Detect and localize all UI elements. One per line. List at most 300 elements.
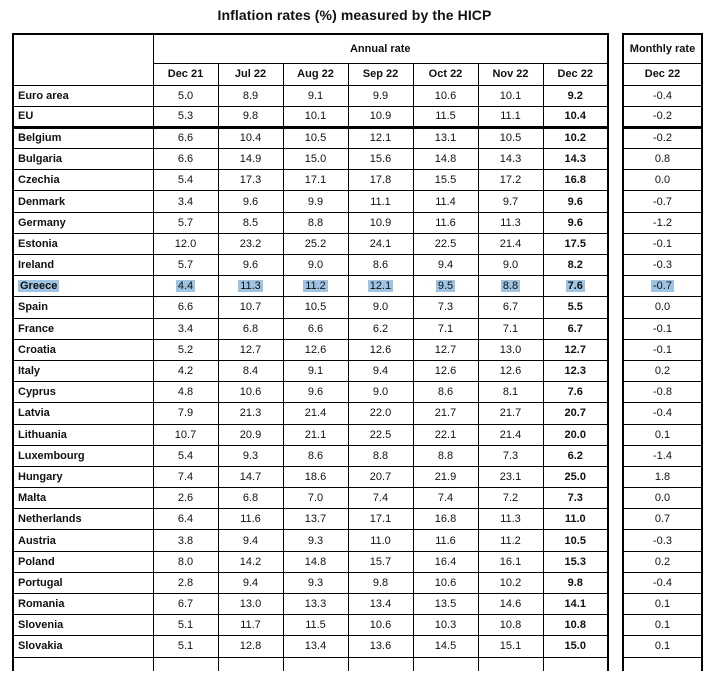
annual-value-cell xyxy=(543,530,608,551)
cell-text: 7.3 xyxy=(437,301,454,314)
cell-text: 8.1 xyxy=(502,386,519,399)
monthly-rate-header: Monthly rate xyxy=(623,34,702,63)
annual-value-cell xyxy=(543,106,608,127)
annual-value-cell xyxy=(153,85,218,106)
monthly-value-cell xyxy=(623,85,702,106)
row-label-text: Spain xyxy=(18,301,48,314)
cell-text: 10.9 xyxy=(369,110,392,123)
cell-text: 21.9 xyxy=(434,470,457,483)
cell-text: 6.6 xyxy=(307,322,324,335)
annual-rate-header: Annual rate xyxy=(153,34,608,63)
annual-value-cell xyxy=(153,551,218,572)
monthly-value-cell xyxy=(623,127,702,148)
cell-text: 9.6 xyxy=(242,195,259,208)
cell-text: 9.3 xyxy=(307,576,324,589)
cell-text: 21.3 xyxy=(239,407,262,420)
cell-text: 9.6 xyxy=(242,259,259,272)
table-row xyxy=(13,318,608,339)
annual-value-cell xyxy=(413,106,478,127)
annual-value-cell xyxy=(153,445,218,466)
cell-text: 14.1 xyxy=(564,598,586,611)
cell-text: 12.6 xyxy=(304,343,327,356)
annual-value-cell xyxy=(283,85,348,106)
cell-text: 9.3 xyxy=(307,534,324,547)
cell-text: 13.6 xyxy=(369,640,392,653)
row-label-text: Netherlands xyxy=(18,513,82,526)
annual-value-cell xyxy=(283,212,348,233)
table-row xyxy=(13,551,608,572)
cell-text: 8.6 xyxy=(372,259,389,272)
cell-text: 6.2 xyxy=(567,449,583,462)
annual-value-cell xyxy=(283,424,348,445)
table-row xyxy=(13,297,608,318)
cell-text: 9.0 xyxy=(502,259,519,272)
annual-value-cell xyxy=(218,276,283,297)
cell-text: 0.1 xyxy=(654,619,671,632)
cell-text: 7.3 xyxy=(502,449,519,462)
annual-value-cell xyxy=(218,530,283,551)
cell-text: 7.6 xyxy=(567,386,583,399)
annual-value-cell xyxy=(348,594,413,615)
row-label xyxy=(13,170,153,191)
monthly-table-row xyxy=(623,488,702,509)
cell-text: 9.6 xyxy=(567,195,583,208)
cell-text: 6.7 xyxy=(502,301,519,314)
cell-text: 14.2 xyxy=(239,555,262,568)
monthly-table-row xyxy=(623,509,702,530)
annual-value-cell xyxy=(478,127,543,148)
annual-value-cell xyxy=(153,233,218,254)
cell-text: 11.3 xyxy=(500,216,521,229)
table-row xyxy=(13,127,608,148)
annual-value-cell xyxy=(413,191,478,212)
cell-text: 17.5 xyxy=(564,237,586,250)
cell-text: 10.3 xyxy=(434,619,457,632)
annual-value-cell xyxy=(413,636,478,657)
annual-value-cell xyxy=(153,615,218,636)
annual-value-cell xyxy=(543,255,608,276)
cell-text: 10.2 xyxy=(499,576,522,589)
monthly-value-cell xyxy=(623,488,702,509)
annual-value-cell xyxy=(348,297,413,318)
table-row xyxy=(13,530,608,551)
cell-text: 13.7 xyxy=(304,513,327,526)
monthly-value-cell xyxy=(623,212,702,233)
cell-text: 5.3 xyxy=(177,110,194,123)
cell-text: 12.1 xyxy=(369,132,392,145)
monthly-value-cell xyxy=(623,466,702,487)
annual-value-cell xyxy=(348,572,413,593)
monthly-value-cell xyxy=(623,636,702,657)
annual-value-cell xyxy=(543,424,608,445)
cell-text: 2.8 xyxy=(177,576,194,589)
annual-value-cell xyxy=(543,276,608,297)
annual-value-cell xyxy=(413,530,478,551)
annual-value-cell xyxy=(543,657,608,671)
cell-text: 11.4 xyxy=(435,195,456,208)
annual-value-cell xyxy=(543,488,608,509)
cell-text: 9.2 xyxy=(567,89,583,102)
annual-value-cell xyxy=(543,509,608,530)
cell-text: -0.1 xyxy=(653,237,672,250)
cell-text: 11.6 xyxy=(240,513,261,526)
table-row xyxy=(13,170,608,191)
annual-value-cell xyxy=(543,403,608,424)
cell-text: 6.6 xyxy=(177,301,194,314)
monthly-value-cell xyxy=(623,318,702,339)
annual-value-cell xyxy=(348,170,413,191)
annual-value-cell xyxy=(348,149,413,170)
annual-value-cell xyxy=(478,212,543,233)
annual-value-cell xyxy=(348,106,413,127)
annual-value-cell xyxy=(153,106,218,127)
annual-value-cell xyxy=(478,572,543,593)
annual-value-cell xyxy=(153,297,218,318)
annual-table-clip xyxy=(12,33,609,671)
cell-text: 12.8 xyxy=(239,640,262,653)
annual-value-cell xyxy=(283,318,348,339)
row-label-text: Denmark xyxy=(18,195,66,208)
cell-text: 8.2 xyxy=(567,259,583,272)
annual-value-cell xyxy=(348,466,413,487)
annual-value-cell xyxy=(348,403,413,424)
row-label xyxy=(13,276,153,297)
annual-value-cell xyxy=(478,657,543,671)
cell-text: 10.5 xyxy=(564,534,586,547)
annual-value-cell xyxy=(543,233,608,254)
annual-column-header: Nov 22 xyxy=(478,63,543,85)
annual-value-cell xyxy=(348,233,413,254)
annual-value-cell xyxy=(218,466,283,487)
cell-text: 6.7 xyxy=(567,322,583,335)
cell-text: -0.2 xyxy=(653,110,672,123)
cell-text: 9.7 xyxy=(502,195,519,208)
annual-value-cell xyxy=(478,509,543,530)
row-label-text: Latvia xyxy=(18,407,50,420)
cell-text: -0.7 xyxy=(653,195,672,208)
annual-value-cell xyxy=(283,149,348,170)
cell-text: 6.4 xyxy=(177,513,194,526)
monthly-table-row xyxy=(623,360,702,381)
annual-value-cell xyxy=(283,255,348,276)
cell-text: 14.8 xyxy=(304,555,327,568)
cell-text: 13.4 xyxy=(369,598,392,611)
cell-text: 0.2 xyxy=(654,365,671,378)
cell-text: 21.1 xyxy=(304,428,327,441)
cell-text: 0.7 xyxy=(654,513,671,526)
annual-value-cell xyxy=(153,318,218,339)
cell-text: 17.8 xyxy=(369,174,392,187)
cell-text: -0.4 xyxy=(653,89,672,102)
table-row xyxy=(13,106,608,127)
cell-text: 6.6 xyxy=(177,132,194,145)
annual-value-cell xyxy=(413,551,478,572)
cell-text: 11.1 xyxy=(370,195,391,208)
monthly-table-row xyxy=(623,382,702,403)
cell-text: 10.4 xyxy=(564,110,586,123)
annual-value-cell xyxy=(478,551,543,572)
row-label xyxy=(13,551,153,572)
monthly-value-cell xyxy=(623,572,702,593)
table-row xyxy=(13,424,608,445)
cell-text: 2.6 xyxy=(177,492,194,505)
cell-text: 10.1 xyxy=(499,89,522,102)
annual-value-cell xyxy=(218,382,283,403)
cell-text: 17.1 xyxy=(304,174,327,187)
annual-value-cell xyxy=(543,615,608,636)
annual-value-cell xyxy=(218,509,283,530)
cell-text: 9.5 xyxy=(437,280,454,293)
row-label xyxy=(13,488,153,509)
annual-value-cell xyxy=(478,85,543,106)
annual-value-cell xyxy=(543,594,608,615)
cell-text: 5.1 xyxy=(177,640,194,653)
cell-text: 10.5 xyxy=(499,132,522,145)
cell-text: 11.6 xyxy=(435,216,456,229)
annual-value-cell xyxy=(218,424,283,445)
cell-text: 14.3 xyxy=(564,153,586,166)
table-row xyxy=(13,403,608,424)
annual-rate-table xyxy=(12,33,609,671)
monthly-table-row xyxy=(623,339,702,360)
cell-text: 0.0 xyxy=(654,174,671,187)
cell-text: 9.6 xyxy=(307,386,324,399)
table-row xyxy=(13,466,608,487)
row-label-text: Ireland xyxy=(18,259,55,272)
cell-text: 5.7 xyxy=(177,259,194,272)
cell-text: 21.4 xyxy=(304,407,327,420)
cell-text: 11.0 xyxy=(564,513,586,526)
cell-text: 11.0 xyxy=(370,534,391,547)
monthly-value-cell xyxy=(623,382,702,403)
table-row xyxy=(13,339,608,360)
cell-text: 7.1 xyxy=(502,322,519,335)
cell-text: 9.8 xyxy=(242,110,259,123)
cell-text: 11.1 xyxy=(500,110,521,123)
cell-text: 14.8 xyxy=(434,153,457,166)
cell-text: 0.8 xyxy=(654,153,671,166)
cell-text: 10.5 xyxy=(304,132,327,145)
annual-value-cell xyxy=(153,466,218,487)
monthly-value-cell xyxy=(623,445,702,466)
table-row xyxy=(13,360,608,381)
row-label xyxy=(13,445,153,466)
row-label-text: Slovenia xyxy=(18,619,64,632)
annual-value-cell xyxy=(348,212,413,233)
table-row xyxy=(13,594,608,615)
monthly-table-row xyxy=(623,191,702,212)
annual-value-cell xyxy=(218,85,283,106)
annual-value-cell xyxy=(153,403,218,424)
cell-text: 7.6 xyxy=(567,280,583,293)
annual-value-cell xyxy=(413,466,478,487)
cell-text: 13.4 xyxy=(304,640,327,653)
tables-container xyxy=(12,33,703,671)
annual-value-cell xyxy=(413,488,478,509)
annual-value-cell xyxy=(348,339,413,360)
annual-value-cell xyxy=(283,403,348,424)
cell-text: 10.5 xyxy=(304,301,327,314)
monthly-value-cell xyxy=(623,339,702,360)
cell-text: 6.8 xyxy=(242,322,259,335)
annual-value-cell xyxy=(478,191,543,212)
annual-value-cell xyxy=(283,488,348,509)
annual-value-cell xyxy=(478,403,543,424)
table-row xyxy=(13,212,608,233)
cell-text: 11.5 xyxy=(435,110,456,123)
annual-value-cell xyxy=(413,276,478,297)
annual-value-cell xyxy=(218,255,283,276)
cell-text: -1.4 xyxy=(653,449,672,462)
cell-text: 9.6 xyxy=(567,216,583,229)
row-label-text: Slovakia xyxy=(18,640,63,653)
cell-text: 20.0 xyxy=(564,428,586,441)
cell-text: 7.9 xyxy=(177,407,194,420)
annual-value-cell xyxy=(478,445,543,466)
cell-text: 23.1 xyxy=(499,470,522,483)
annual-value-cell xyxy=(218,339,283,360)
cell-text: 16.8 xyxy=(434,513,457,526)
annual-value-cell xyxy=(348,276,413,297)
cell-text: 14.9 xyxy=(239,153,262,166)
cell-text: 5.4 xyxy=(177,174,194,187)
monthly-value-cell xyxy=(623,191,702,212)
annual-value-cell xyxy=(478,276,543,297)
row-label-text: Austria xyxy=(18,534,56,547)
annual-value-cell xyxy=(348,318,413,339)
cell-text: 8.6 xyxy=(437,386,454,399)
table-row xyxy=(13,149,608,170)
cell-text: 6.6 xyxy=(177,153,194,166)
annual-value-cell xyxy=(478,233,543,254)
cell-text: 9.0 xyxy=(372,386,389,399)
table-row xyxy=(13,85,608,106)
monthly-table-row xyxy=(623,127,702,148)
monthly-value-cell xyxy=(623,170,702,191)
annual-value-cell xyxy=(413,149,478,170)
annual-value-cell xyxy=(218,636,283,657)
row-label xyxy=(13,615,153,636)
annual-value-cell xyxy=(153,382,218,403)
cell-text: 8.8 xyxy=(502,280,519,293)
annual-value-cell xyxy=(543,382,608,403)
annual-value-cell xyxy=(153,191,218,212)
cell-text: -0.4 xyxy=(653,407,672,420)
monthly-table-row xyxy=(623,149,702,170)
annual-value-cell xyxy=(218,297,283,318)
annual-value-cell xyxy=(413,445,478,466)
cell-text: 16.4 xyxy=(434,555,457,568)
annual-value-cell xyxy=(218,212,283,233)
annual-value-cell xyxy=(153,127,218,148)
monthly-table-row xyxy=(623,255,702,276)
monthly-value-cell xyxy=(623,403,702,424)
annual-value-cell xyxy=(543,170,608,191)
monthly-value-cell xyxy=(623,255,702,276)
cell-text: 12.6 xyxy=(499,365,522,378)
row-label-text: Hungary xyxy=(18,470,63,483)
cell-text: -0.8 xyxy=(653,386,672,399)
cell-text: 10.8 xyxy=(564,619,586,632)
cell-text: 22.5 xyxy=(434,237,457,250)
row-label-text: Luxembourg xyxy=(18,449,85,462)
monthly-table-row xyxy=(623,233,702,254)
annual-value-cell xyxy=(413,127,478,148)
cell-text: 0.1 xyxy=(654,640,671,653)
page-title: Inflation rates (%) measured by the HICP xyxy=(217,7,492,23)
annual-value-cell xyxy=(348,530,413,551)
row-label xyxy=(13,85,153,106)
monthly-table-clip xyxy=(622,33,703,671)
monthly-table-row xyxy=(623,615,702,636)
cell-text: 9.1 xyxy=(307,89,324,102)
cell-text: 11.7 xyxy=(240,619,261,632)
annual-value-cell xyxy=(153,339,218,360)
cell-text: 9.9 xyxy=(372,89,389,102)
cell-text: 10.1 xyxy=(304,110,327,123)
table-row xyxy=(13,276,608,297)
annual-value-cell xyxy=(348,360,413,381)
annual-value-cell xyxy=(478,530,543,551)
annual-value-cell xyxy=(348,509,413,530)
annual-value-cell xyxy=(153,276,218,297)
monthly-column-header: Dec 22 xyxy=(623,63,702,85)
cell-text: 1.8 xyxy=(654,470,671,483)
row-label xyxy=(13,572,153,593)
cell-text: 8.5 xyxy=(242,216,259,229)
cell-text: 9.4 xyxy=(242,534,259,547)
cell-text: 5.4 xyxy=(177,449,194,462)
annual-value-cell xyxy=(478,424,543,445)
cell-text: 23.2 xyxy=(239,237,262,250)
annual-value-cell xyxy=(218,445,283,466)
annual-value-cell xyxy=(413,594,478,615)
cell-text: 9.0 xyxy=(307,259,324,272)
cell-text: 17.3 xyxy=(239,174,262,187)
cell-text: 12.7 xyxy=(239,343,262,356)
cell-text: 24.1 xyxy=(369,237,392,250)
annual-value-cell xyxy=(413,297,478,318)
cell-text: 17.1 xyxy=(369,513,392,526)
row-label-text: EU xyxy=(18,110,34,123)
cell-text: 8.4 xyxy=(242,365,259,378)
annual-value-cell xyxy=(153,212,218,233)
annual-value-cell xyxy=(478,636,543,657)
monthly-table-row xyxy=(623,85,702,106)
cell-text: 16.1 xyxy=(499,555,522,568)
annual-value-cell xyxy=(218,233,283,254)
annual-value-cell xyxy=(283,127,348,148)
cell-text: 10.6 xyxy=(369,619,392,632)
annual-value-cell xyxy=(283,339,348,360)
row-label-text: Poland xyxy=(18,555,55,568)
cell-text: 11.2 xyxy=(305,280,326,293)
cell-text: -1.2 xyxy=(653,216,672,229)
cell-text: 12.6 xyxy=(369,343,392,356)
cell-text: 21.4 xyxy=(499,237,522,250)
annual-value-cell xyxy=(218,170,283,191)
row-label xyxy=(13,255,153,276)
row-label-text: Greece xyxy=(20,280,58,293)
cell-text: 12.3 xyxy=(564,365,586,378)
table-row xyxy=(13,382,608,403)
cell-text: 20.7 xyxy=(564,407,586,420)
cell-text: 6.2 xyxy=(372,322,389,335)
monthly-value-cell xyxy=(623,276,702,297)
annual-value-cell xyxy=(153,360,218,381)
cell-text: 9.4 xyxy=(372,365,389,378)
annual-column-header: Oct 22 xyxy=(413,63,478,85)
